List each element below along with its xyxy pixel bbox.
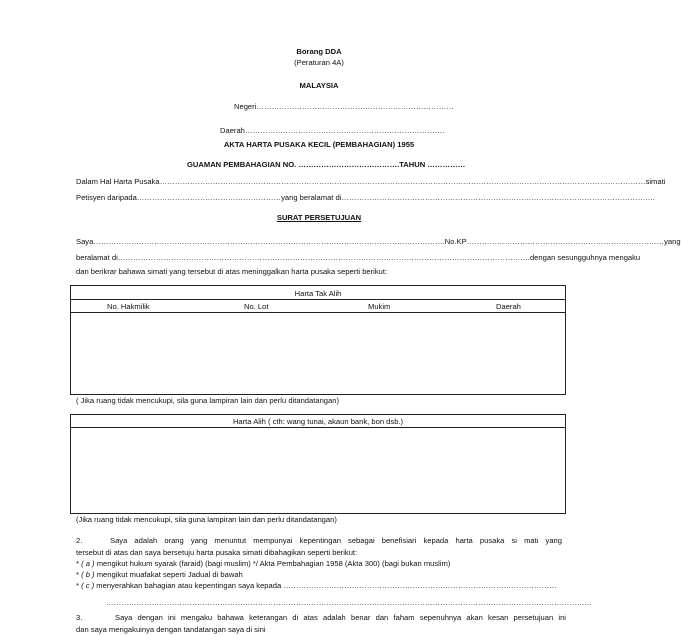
consent-name-line[interactable]: Saya………………………………………………………………………………………………………………………….No.KP……………………………………………………………………yang xyxy=(76,237,681,246)
clause-2-text-continued: tersebut di atas dan saya bersetuju harta pusaka simati dibahagikan seperti berikut: xyxy=(76,548,358,557)
clause-2-text: Saya adalah orang yang menuntut mempunyai kepentingan sebagai benefisiari kepada harta pusaka si mati yang xyxy=(110,536,562,545)
option-c-label: ( c ) xyxy=(81,581,95,590)
option-c-continuation-line[interactable]: ………………………………………………………………………………………………………………………………………………………………………… xyxy=(106,598,592,607)
state-field[interactable]: Negeri…………………………………………………………………… xyxy=(234,102,454,111)
estate-matter-line[interactable]: Dalam Hal Harta Pusaka…………………………………………………………………………………………………………………………………………………………………………simati xyxy=(76,177,666,186)
option-b-label: ( b ) xyxy=(81,570,95,579)
petition-line[interactable]: Petisyen daripada…………………………………………………yang beralamat di……………………………………………………………………………………………………………. xyxy=(76,193,655,202)
movable-property-title: Harta Alih ( cth: wang tunai, akaun bank, bon dsb.) xyxy=(232,417,404,426)
option-b-text: mengikut muafakat seperti Jadual di bawah xyxy=(96,570,243,579)
district-field[interactable]: Daerah……………………………………………………………………. xyxy=(220,126,445,135)
regulation-reference: (Peraturan 4A) xyxy=(294,58,344,67)
option-a-label: ( a ) xyxy=(81,559,95,568)
immovable-attachment-note: ( Jika ruang tidak mencukupi, sila guna lampiran lain dan perlu ditandatangan) xyxy=(76,396,339,405)
movable-attachment-note: (Jika ruang tidak mencukupi, sila guna lampiran lain dan perlu ditandatangan) xyxy=(76,515,337,524)
column-header-title-no: No. Hakmilik xyxy=(107,302,150,311)
clause-3-text: Saya dengan ini mengaku bahawa keterangan di atas adalah benar dan faham sepenuhnya akan kesan persetujuan ini xyxy=(115,613,566,622)
option-a[interactable]: * ( a ) mengikut hukum syarak (faraid) (bagi muslim) */ Akta Pembahagian 1958 (Akta 300) (bagi bukan muslim) xyxy=(76,559,451,568)
clause-3-number: 3. xyxy=(76,613,83,622)
consent-declaration-line: dan berikrar bahawa simati yang tersebut di atas meninggalkan harta pusaka seperti berikut: xyxy=(76,267,388,276)
country-heading: MALAYSIA xyxy=(299,81,339,90)
column-header-lot-no: No. Lot xyxy=(244,302,269,311)
case-number-field[interactable]: GUAMAN PEMBAHAGIAN NO. ………………………………….TAHUN …………… xyxy=(187,160,466,169)
option-c[interactable]: * ( c ) menyerahkan bahagian atau kepentingan saya kepada ……………………………………………………………………………………………… xyxy=(76,581,557,590)
column-header-district: Daerah xyxy=(496,302,521,311)
column-header-mukim: Mukim xyxy=(368,302,391,311)
option-a-text: mengikut hukum syarak (faraid) (bagi muslim) */ Akta Pembahagian 1958 (Akta 300) (bagi bukan muslim) xyxy=(96,559,451,568)
table-divider xyxy=(70,299,566,300)
consent-letter-title: SURAT PERSETUJUAN xyxy=(276,213,362,222)
immovable-property-title: Harta Tak Alih xyxy=(294,289,342,298)
clause-3-text-continued: dan saya mengakuinya dengan tandatangan saya di sini xyxy=(76,625,266,634)
option-c-text: menyerahkan bahagian atau kepentingan saya kepada ……………………………………………………………………………………………… xyxy=(96,581,557,590)
movable-property-entry-area[interactable] xyxy=(71,428,565,513)
option-b[interactable]: * ( b ) mengikut muafakat seperti Jadual di bawah xyxy=(76,570,243,579)
form-title: Borang DDA xyxy=(296,47,342,56)
clause-2-number: 2. xyxy=(76,536,83,545)
immovable-property-entry-area[interactable] xyxy=(71,313,565,394)
act-title: AKTA HARTA PUSAKA KECIL (PEMBAHAGIAN) 1955 xyxy=(223,140,415,149)
consent-address-line[interactable]: beralamat di……………………………………………………………………………………………………………………………………………….dengan sesungguhnya mengaku xyxy=(76,253,641,262)
